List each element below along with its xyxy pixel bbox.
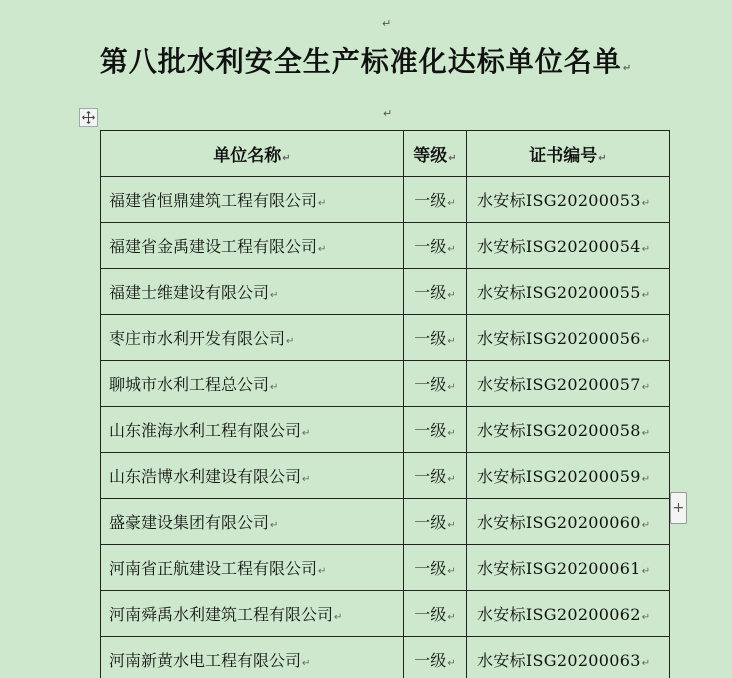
cell-unit-name[interactable]: 山东浩博水利建设有限公司↵: [101, 453, 404, 499]
cell-cert-number[interactable]: 水安标ⅠSG20200055↵: [467, 269, 670, 315]
header-cert-number[interactable]: 证书编号↵: [467, 131, 670, 177]
paragraph-mark: ↵: [382, 17, 392, 30]
cell-cert-number[interactable]: 水安标ⅠSG20200063↵: [467, 637, 670, 678]
table-row: [101, 637, 670, 678]
cell-cert-number[interactable]: 水安标ⅠSG20200058↵: [467, 407, 670, 453]
cell-level[interactable]: 一级↵: [404, 361, 467, 407]
cell-level[interactable]: 一级↵: [404, 407, 467, 453]
move-icon: [82, 111, 95, 124]
header-level[interactable]: 等级↵: [404, 131, 467, 177]
table-row: [101, 591, 670, 637]
cell-unit-name[interactable]: 聊城市水利工程总公司↵: [101, 361, 404, 407]
paragraph-mark: ↵: [622, 63, 633, 74]
unit-list-table[interactable]: [100, 130, 670, 678]
table-row: [101, 499, 670, 545]
cell-level[interactable]: 一级↵: [404, 315, 467, 361]
cell-level[interactable]: 一级↵: [404, 545, 467, 591]
plus-icon: +: [672, 500, 685, 516]
cell-level[interactable]: 一级↵: [404, 223, 467, 269]
cell-unit-name[interactable]: 河南新黄水电工程有限公司↵: [101, 637, 404, 678]
cell-unit-name[interactable]: 山东淮海水利工程有限公司↵: [101, 407, 404, 453]
cell-level[interactable]: 一级↵: [404, 499, 467, 545]
table-row: [101, 269, 670, 315]
table-row: [101, 453, 670, 499]
cell-unit-name[interactable]: 枣庄市水利开发有限公司↵: [101, 315, 404, 361]
table-move-handle[interactable]: [79, 108, 98, 127]
cell-cert-number[interactable]: 水安标ⅠSG20200057↵: [467, 361, 670, 407]
document-title-text: 第八批水利安全生产标准化达标单位名单: [99, 45, 622, 78]
cell-unit-name[interactable]: 福建士维建设有限公司↵: [101, 269, 404, 315]
cell-cert-number[interactable]: 水安标ⅠSG20200061↵: [467, 545, 670, 591]
cell-unit-name[interactable]: 福建省金禹建设工程有限公司↵: [101, 223, 404, 269]
table-row: [101, 177, 670, 223]
table-row: [101, 223, 670, 269]
document-title[interactable]: [0, 40, 732, 80]
cell-unit-name[interactable]: 福建省恒鼎建筑工程有限公司↵: [101, 177, 404, 223]
table-header-row: [101, 131, 670, 177]
paragraph-mark: ↵: [383, 107, 393, 120]
cell-cert-number[interactable]: 水安标ⅠSG20200056↵: [467, 315, 670, 361]
cell-cert-number[interactable]: 水安标ⅠSG20200062↵: [467, 591, 670, 637]
cell-unit-name[interactable]: 河南省正航建设工程有限公司↵: [101, 545, 404, 591]
cell-cert-number[interactable]: 水安标ⅠSG20200053↵: [467, 177, 670, 223]
cell-level[interactable]: 一级↵: [404, 453, 467, 499]
add-row-button[interactable]: [670, 492, 687, 524]
cell-level[interactable]: 一级↵: [404, 269, 467, 315]
cell-unit-name[interactable]: 盛豪建设集团有限公司↵: [101, 499, 404, 545]
cell-cert-number[interactable]: 水安标ⅠSG20200054↵: [467, 223, 670, 269]
cell-cert-number[interactable]: 水安标ⅠSG20200060↵: [467, 499, 670, 545]
table-row: [101, 407, 670, 453]
table-row: [101, 361, 670, 407]
cell-level[interactable]: 一级↵: [404, 177, 467, 223]
table-body: [101, 177, 670, 678]
cell-unit-name[interactable]: 河南舜禹水利建筑工程有限公司↵: [101, 591, 404, 637]
table-row: [101, 315, 670, 361]
cell-cert-number[interactable]: 水安标ⅠSG20200059↵: [467, 453, 670, 499]
cell-level[interactable]: 一级↵: [404, 637, 467, 678]
header-unit-name[interactable]: 单位名称↵: [101, 131, 404, 177]
cell-level[interactable]: 一级↵: [404, 591, 467, 637]
table-row: [101, 545, 670, 591]
